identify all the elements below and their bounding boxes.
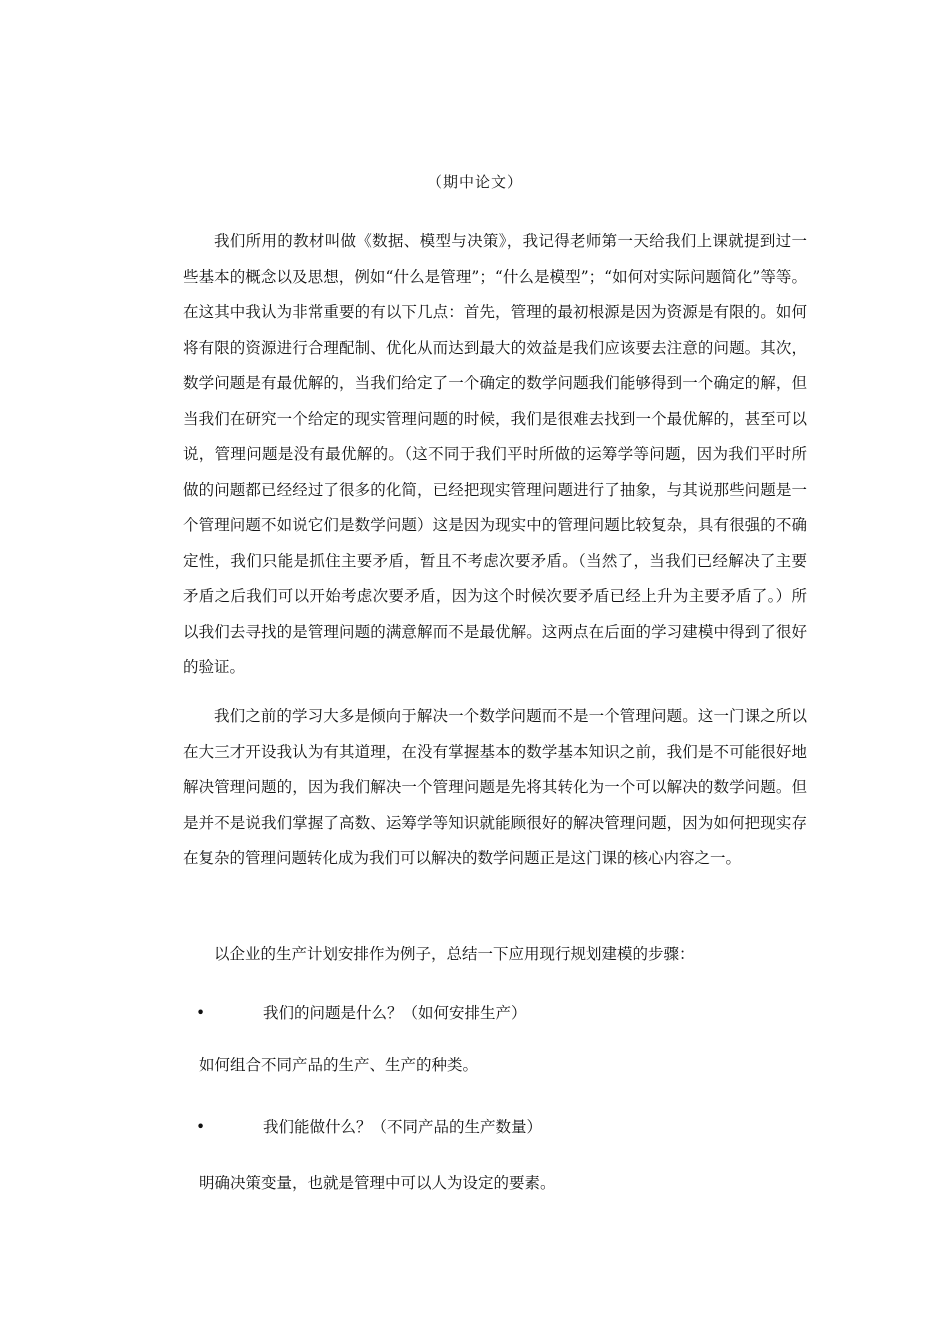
bullet-icon: • [196, 1004, 206, 1022]
paragraph-math-vs-management: 我们之前的学习大多是倾向于解决一个数学问题而不是一个管理问题。这一门课之所以在大三才开设我认为有其道理，在没有掌握基本的数学基本知识之前，我们是不可能很好地解决管理问题的，因为我们解决一个管理问题是先将其转化为一个可以解决的数学问题。但是并不是说我们掌握了高数、运筹学等知识就能顾很好的解决管理问题，因为如何把现实存在复杂的管理问题转化成为我们可以解决的数学问题正是这门课的核心内容之一。 [183, 707, 807, 867]
step-explanation: 如何组合不同产品的生产、生产的种类。 [199, 1056, 479, 1074]
bullet-icon: • [196, 1118, 206, 1136]
step-question: 我们能做什么？（不同产品的生产数量） [263, 1118, 543, 1136]
document-title: （期中论文） [426, 173, 523, 191]
paragraph-modeling-steps-intro: 以企业的生产计划安排作为例子，总结一下应用现行规划建模的步骤： [214, 945, 695, 963]
paragraph-textbook-concepts: 我们所用的教材叫做《数据、模型与决策》，我记得老师第一天给我们上课就提到过一些基本的概念以及思想，例如“什么是管理”；“什么是模型”；“如何对实际问题简化”等等。在这其中我认为非常重要的有以下几点：首先，管理的最初根源是因为资源是有限的。如何将有限的资源进行合理配制、优化从而达到最大的效益是我们应该要去注意的问题。其次，数学问题是有最优解的，当我们给定了一个确定的数学问题我们能够得到一个确定的解，但当我们在研究一个给定的现实管理问题的时候，我们是很难去找到一个最优解的，甚至可以说，管理问题是没有最优解的。（这不同于我们平时所做的运筹学等问题，因为我们平时所做的问题都已经经过了很多的化简，已经把现实管理问题进行了抽象，与其说那些问题是一个管理问题不如说它们是数学问题）这是因为现实中的管理问题比较复杂，具有很强的不确定性，我们只能是抓住主要矛盾，暂且不考虑次要矛盾。（当然了，当我们已经解决了主要矛盾之后我们可以开始考虑次要矛盾，因为这个时候次要矛盾已经上升为主要矛盾了。）所以我们去寻找的是管理问题的满意解而不是最优解。这两点在后面的学习建模中得到了很好的验证。 [183, 232, 807, 676]
step-question: 我们的问题是什么？（如何安排生产） [263, 1004, 527, 1022]
step-explanation: 明确决策变量，也就是管理中可以人为设定的要素。 [199, 1174, 556, 1192]
